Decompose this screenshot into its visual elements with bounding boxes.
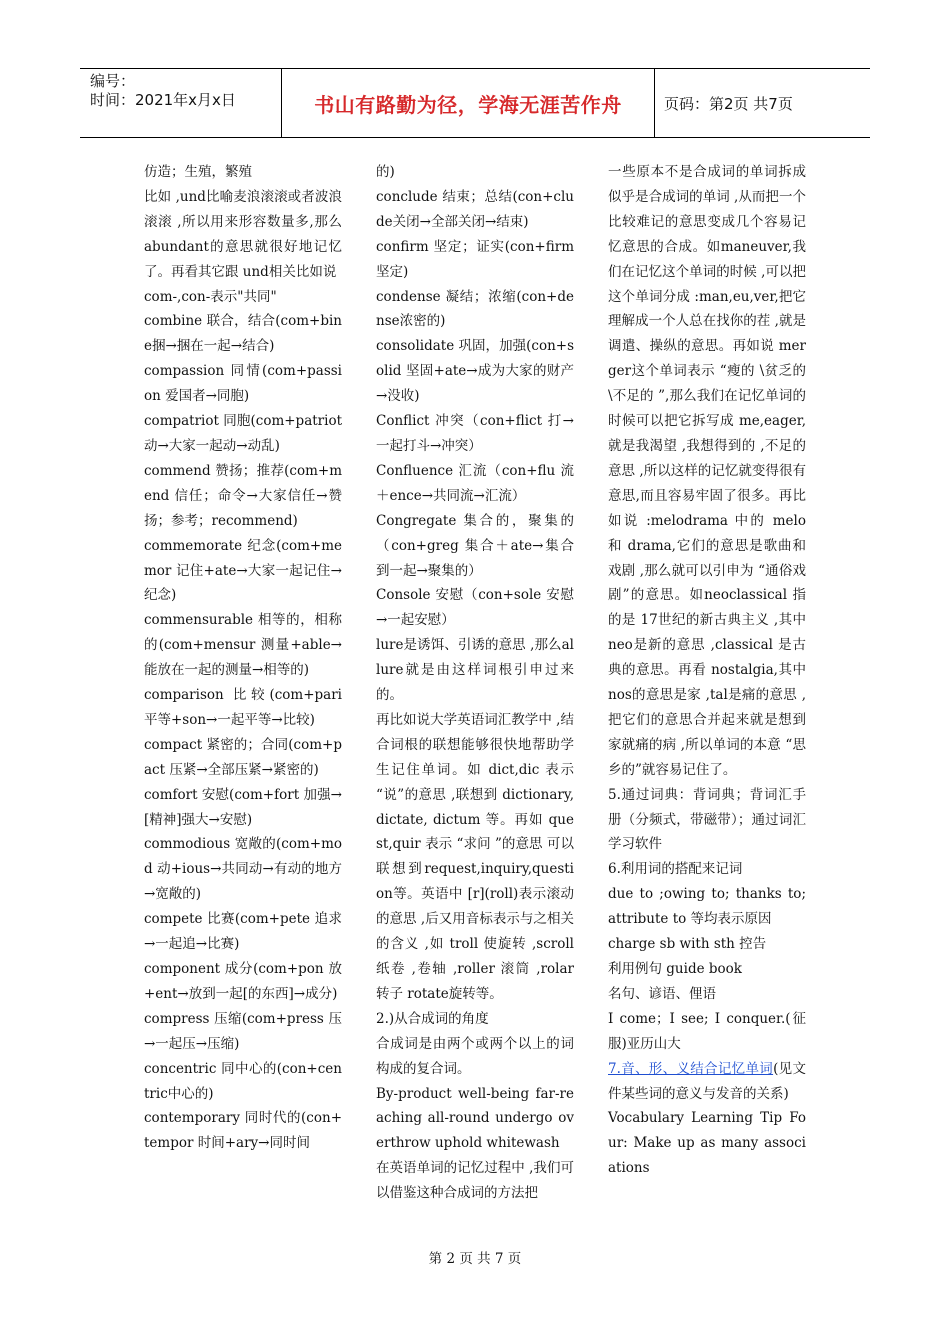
paragraph: 在英语单词的记忆过程中 ,我们可以借鉴这种合成词的方法把 <box>376 1160 574 1202</box>
paragraph: compact 紧密的；合同(com+pact 压紧→全部压紧→紧密的) <box>144 736 342 778</box>
paragraph: combine 联合，结合(com+bine捆→捆在一起→结合) <box>144 313 342 355</box>
column-1 <box>144 160 342 1156</box>
document-header <box>80 68 870 138</box>
paragraph: 6.利用词的搭配来记词 <box>608 861 743 878</box>
paragraph: commodious 宽敞的(com+mod 动+ious→共同动→有动的地方→宽敞的) <box>144 836 342 903</box>
page-code: 页码：第2页 共7页 <box>664 94 793 113</box>
paragraph: lure是诱饵、引诱的意思 ,那么allure就是由这样词根引申过来的。 <box>376 637 574 704</box>
paragraph: Confluence 汇流（con+flu 流＋ence→共同流→汇流） <box>376 462 574 504</box>
paragraph: Vocabulary Learning Tip Four: Make up as many associations <box>608 1110 806 1177</box>
page-footer: 第 2 页 共 7 页 <box>428 1251 522 1267</box>
paragraph: comfort 安慰(com+fort 加强→[精神]强大→安慰) <box>144 786 342 828</box>
column-3 <box>608 160 806 1181</box>
paragraph: commend 赞扬；推荐(com+mend 信任；命令→大家信任→赞扬；参考；recommend) <box>144 462 342 529</box>
paragraph: concentric 同中心的(con+centric中心的) <box>144 1060 342 1102</box>
link-paragraph <box>608 1057 806 1107</box>
header-motto-cell <box>282 69 655 137</box>
number-label: 编号： <box>90 72 136 90</box>
paragraph: I come；I see; I conquer.(征服)亚历山大 <box>608 1010 806 1052</box>
paragraph: compassion 同情(com+passion 爱国者→同胞) <box>144 363 342 405</box>
header-page-cell <box>655 69 870 137</box>
paragraph: due to ;owing to; thanks to; attribute to 等均表示原因 <box>608 886 806 928</box>
paragraph: 名句、谚语、俚语 <box>608 985 716 1002</box>
paragraph: compatriot 同胞(com+patriot 动→大家一起动→动乱) <box>144 413 342 454</box>
paragraph: commensurable 相等的，相称的(com+mensur 测量+able→能放在一起的测量→相等的) <box>144 612 342 679</box>
link-tail-text: (见文件某些词的意义与发音的关系) <box>608 1060 806 1102</box>
paragraph: 比如 ,und比喻麦浪滚滚或者波浪滚滚 ,所以用来形容数量多,那么 abundant的意思就很好地记忆了。再看其它跟 und相关比如说 <box>144 188 342 280</box>
paragraph: 一些原本不是合成词的单词拆成似乎是合成词的单词 ,从而把一个比较难记的意思变成几个容易记忆意思的合成。如maneuver,我们在记忆这个单词的时候 ,可以把这个单词分成 :man,eu,ver,把它理解成一个人总在找你的茬 ,就是调遣、操纵的意思。再如说 merger这个单词表示 “瘦的 \贫乏的 \不足的 ”,那么我们在记忆单词的时候可以把它拆写成 me,eager,就是我渴望 ,我想得到的 ,不足的意思 ,所以这样的记忆就变得很有意思,而且容易牢固了很多。再比如说 :melodrama 中的 melo 和 drama,它们的意思是歌曲和戏剧 ,那么就可以引申为 “通俗戏剧”的意思。如neoclassical 指的是 17世纪的新古典主义 ,其中 neo是新的意思 ,classical 是古典的意思。再看 nostalgia,其中 nos的意思是家 ,tal是痛的意思 ,把它们的意思合并起来就是想到家就痛的病 ,所以单词的本意 “思乡的”就容易记住了。 <box>608 164 806 778</box>
paragraph: component 成分(com+pon 放+ent→放到一起[的东西]→成分) <box>144 961 342 1002</box>
motto: 书山有路勤为径，学海无涯苦作舟 <box>314 92 622 117</box>
paragraph: compress 压缩(com+press 压→一起压→压缩) <box>144 1010 342 1052</box>
paragraph: 2.)从合成词的角度 <box>376 1010 489 1027</box>
section-link[interactable]: 7.音、形、义结合记忆单词 <box>608 1060 774 1077</box>
paragraph: Congregate 集合的，聚集的（con+greg 集合＋ate→集合到一起→聚集的） <box>376 512 574 579</box>
paragraph: 5.通过词典：背词典；背词汇手册（分频式，带磁带）；通过词汇学习软件 <box>608 786 806 853</box>
paragraph: conclude 结束；总结(con+clude关闭→全部关闭→结束) <box>376 188 574 230</box>
paragraph: comparison 比较(com+pari 平等+son→一起平等→比较) <box>144 687 342 728</box>
column-2 <box>376 160 574 1206</box>
paragraph: 合成词是由两个或两个以上的词构成的复合词。 <box>376 1035 574 1077</box>
paragraph: consolidate 巩固，加强(con+solid 坚固+ate→成为大家的财产→没收) <box>376 338 574 405</box>
paragraph: 的) <box>376 164 395 180</box>
paragraph: contemporary 同时代的(con+tempor 时间+ary→同时间 <box>144 1110 342 1152</box>
paragraph: 仿造；生殖，繁殖 <box>144 164 252 180</box>
paragraph: compete 比赛(com+pete 追求→一起追→比赛) <box>144 911 342 953</box>
paragraph: com-,con-表示"共同" <box>144 288 277 305</box>
paragraph: Console 安慰（con+sole 安慰→一起安慰） <box>376 587 574 629</box>
paragraph: confirm 坚定；证实(con+firm 坚定) <box>376 238 574 280</box>
paragraph: 利用例句 guide book <box>608 961 742 977</box>
time-label: 时间：2021年x月x日 <box>90 91 236 109</box>
paragraph: Conflict 冲突（con+flict 打→一起打斗→冲突） <box>376 413 574 454</box>
paragraph: By-product well-being far-reaching all-round undergo overthrow uphold whitewash <box>376 1085 574 1152</box>
paragraph: commemorate 纪念(com+memor 记住+ate→大家一起记住→纪念) <box>144 537 342 604</box>
paragraph: charge sb with sth 控告 <box>608 936 767 953</box>
paragraph: condense 凝结；浓缩(con+dense浓密的) <box>376 288 574 330</box>
paragraph: 再比如说大学英语词汇教学中 ,结合词根的联想能够很快地帮助学生记住单词。如 dict,dic 表示 “说”的意思 ,联想到 dictionary, dictate, dictum 等。再如 quest,quir 表示 “求问 ”的意思 可以联想到request,inquiry,question等。英语中 [r](roll)表示滚动的意思 ,后又用音标表示与之相关的含义 ,如 troll 使旋转 ,scroll 纸卷 ,卷轴 ,roller 滚筒 ,rolar 转子 rotate旋转等。 <box>376 711 574 1002</box>
header-info-cell <box>80 69 282 137</box>
